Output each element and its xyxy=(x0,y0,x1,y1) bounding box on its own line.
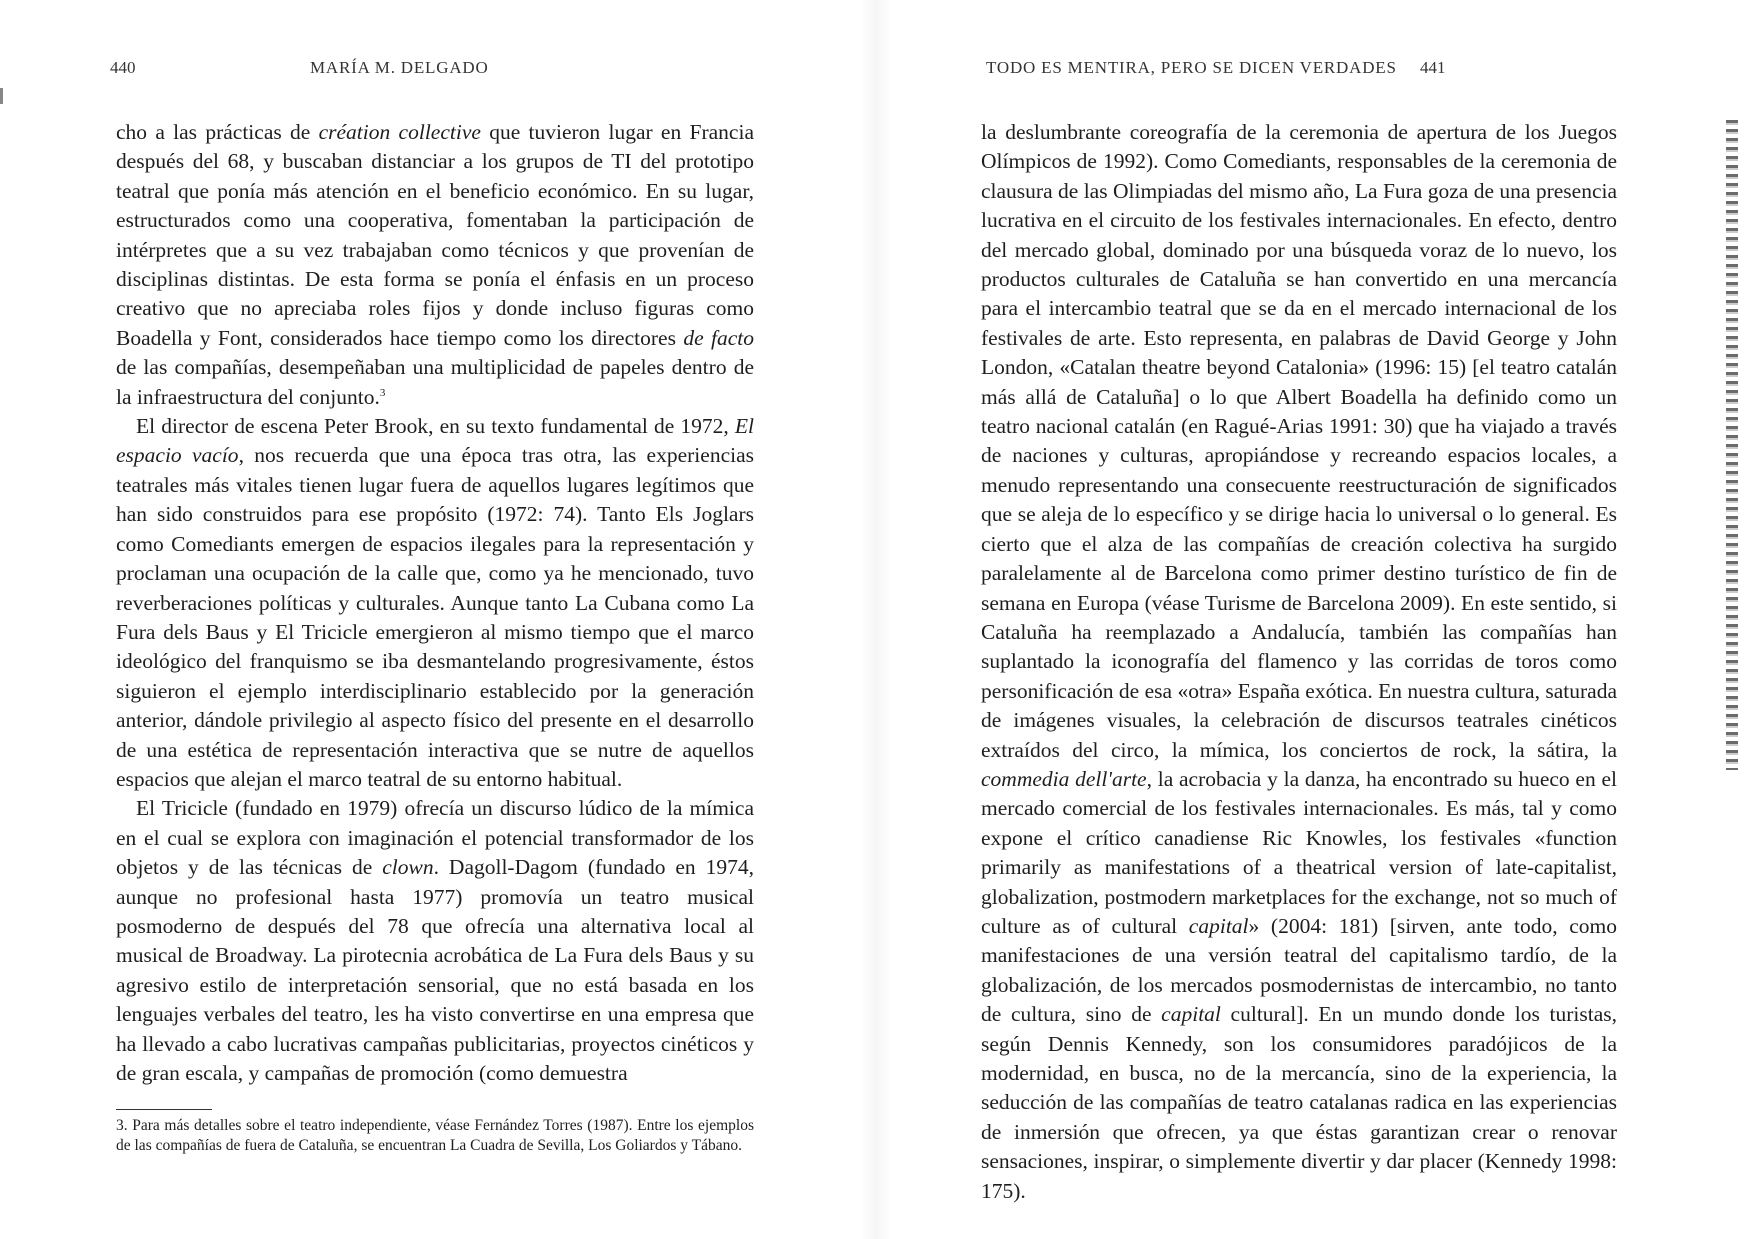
text-run: la deslumbrante coreografía de la ceremonia de apertura de los Juegos Olímpicos de 1992). Como Comediants, responsables de la ceremonia de clausura de las Olimpiadas del mismo año, La Fura goza de una presencia lucrativa en el circuito de los festivales internacionales. En efecto, dentro del mercado global, dominado por una búsqueda voraz de lo nuevo, los productos culturales de Cataluña se han convertido en una mercancía para el intercambio teatral que se da en el mercado internacional de los festivales de arte. Esto representa, en palabras de David George y John London, «Catalan theatre beyond Catalonia» (1996: 15) [el teatro catalán más allá de Cataluña] o lo que Albert Boadella ha definido como un teatro nacional catalán (en Ragué-Arias 1991: 30) que ha viajado a través de naciones y culturas, apropiándose y recreando espacios locales, a menudo representando una consecuente reestructuración de significados que se aleja de lo específico y se dirige hacia lo universal o lo general. Es cierto que el alza de las compañías de creación colectiva ha surgido paralelamente al de Barcelona como primer destino turístico de fin de semana en Europa (véase Turisme de Barcelona 2009). En este sentido, si Cataluña ha reemplazado a Andalucía, también las compañías han suplantado la iconografía del flamenco y las corridas de toros como personificación de esa «otra» España exótica. En nuestra cultura, saturada de imágenes visuales, la celebración de discursos teatrales cinéticos extraídos del circo, la mímica, los conciertos de rock, la sátira, la xyxy=(981,120,1617,762)
text-run: » (2004: 181) [sirven, ante todo, como manifestaciones de una versión teatral del capitalismo tardío, de la globalización, de los mercados posmodernistas de intercambio, no tanto de cultura, sino de xyxy=(981,913,1617,1027)
italic-text: capital xyxy=(1161,1002,1221,1027)
italic-text: capital xyxy=(1188,913,1249,938)
italic-text: de facto xyxy=(683,325,754,350)
text-run: cultural]. En un mundo donde los turistas, según Dennis Kennedy, son los consumidores paradójicos de la modernidad, en busca, no de la mercancía, sino de la experiencia, la seducción de las compañías de teatro catalanas radica en las experiencias de inmersión que ofrecen, ya que éstas garantizan crear o renovar sensaciones, inspirar, o simplemente divertir y dar placer (Kennedy 1998: 175). xyxy=(981,1002,1617,1203)
text-run: El director de escena Peter Brook, en su texto fundamental de 1972, xyxy=(136,414,735,439)
text-run: de las compañías, desempeñaban una multiplicidad de papeles dentro de la infraestructura del conjunto. xyxy=(116,355,754,409)
page-number: 440 xyxy=(110,58,136,77)
footnote-rule xyxy=(116,1109,212,1110)
body-text xyxy=(981,118,1617,1206)
text-run: . Dagoll-Dagom (fundado en 1974, aunque no profesional hasta 1977) promovía un teatro musical posmoderno de después del 78 que ofrecía una alternativa local al musical de Broadway. La pirotecnia acrobática de La Fura dels Baus y su agresivo estilo de interpretación sensorial, que no está basada en los lenguajes verbales del teatro, les ha visto convertirse en una empresa que ha llevado a cabo lucrativas campañas publicitarias, proyectos cinéticos y de gran escala, y campañas de promoción (como demuestra xyxy=(116,855,754,1085)
page-edge-marks xyxy=(1726,120,1738,770)
text-run: que tuvieron lugar en Francia después del 68, y buscaban distanciar a los grupos de TI del prototipo teatral que ponía más atención en el beneficio económico. En su lugar, estructurados como una cooperativa, fomentaban la participación de intérpretes que a su vez trabajaban como técnicos y que provenían de disciplinas distintas. De esta forma se ponía el énfasis en un proceso creativo que no apreciaba roles fijos y donde incluso figuras como Boadella y Font, considerados hace tiempo como los directores xyxy=(116,120,754,350)
paragraph xyxy=(116,794,754,1088)
paragraph xyxy=(981,118,1617,1206)
page-number: 441 xyxy=(1420,58,1446,77)
running-head: MARÍA M. DELGADO xyxy=(310,58,489,77)
footnote-text: 3. Para más detalles sobre el teatro independiente, véase Fernández Torres (1987). Entre los ejemplos de las compañías de fuera de Cataluña, se encuentran La Cuadra de Sevilla, Los Goliardos y Tábano. xyxy=(116,1117,754,1154)
text-run: , nos recuerda que una época tras otra, las experiencias teatrales más vitales tienen lugar fuera de aquellos lugares legítimos que han sido construidos para ese propósito (1972: 74). Tanto Els Joglars como Comediants emergen de espacios ilegales para la representación y proclaman una ocupación de la calle que, como ya he mencionado, tuvo reverberaciones políticas y culturales. Aunque tanto La Cubana como La Fura dels Baus y El Tricicle emergieron al mismo tiempo que el marco ideológico del franquismo se iba desmantelando progresivamente, éstos siguieron el ejemplo interdisciplinario establecido por la generación anterior, dándole privilegio al aspecto físico del presente en el desarrollo de una estética de representación interactiva que se nutre de aquellos espacios que alejan el marco teatral de su entorno habitual. xyxy=(116,443,754,791)
footnote-ref: 3 xyxy=(379,386,386,399)
footnote xyxy=(116,1116,754,1156)
italic-text: création collective xyxy=(318,120,481,144)
text-run: cho a las prácticas de xyxy=(116,120,319,144)
body-text xyxy=(116,118,754,1088)
right-page xyxy=(876,0,1752,1239)
page-edge-mark xyxy=(0,88,3,104)
paragraph xyxy=(116,412,754,794)
text-run: El Tricicle (fundado en 1979) ofrecía un discurso lúdico de la mímica en el cual se explora con imaginación el potencial transformador de los objetos y de las técnicas de xyxy=(116,796,754,880)
italic-text: El espacio vacío xyxy=(116,414,754,468)
italic-text: clown xyxy=(382,855,434,880)
running-head: TODO ES MENTIRA, PERO SE DICEN VERDADES xyxy=(986,58,1397,77)
text-run: , la acrobacia y la danza, ha encontrado su hueco en el mercado comercial de los festivales internacionales. Es más, tal y como expone el crítico canadiense Ric Knowles, los festivales «function primarily as manifestations of a theatrical version of late-capitalist, globalization, postmodern marketplaces for the exchange, not so much of culture as of cultural xyxy=(981,766,1617,938)
paragraph xyxy=(116,118,754,412)
italic-text: commedia dell'arte xyxy=(981,766,1147,791)
